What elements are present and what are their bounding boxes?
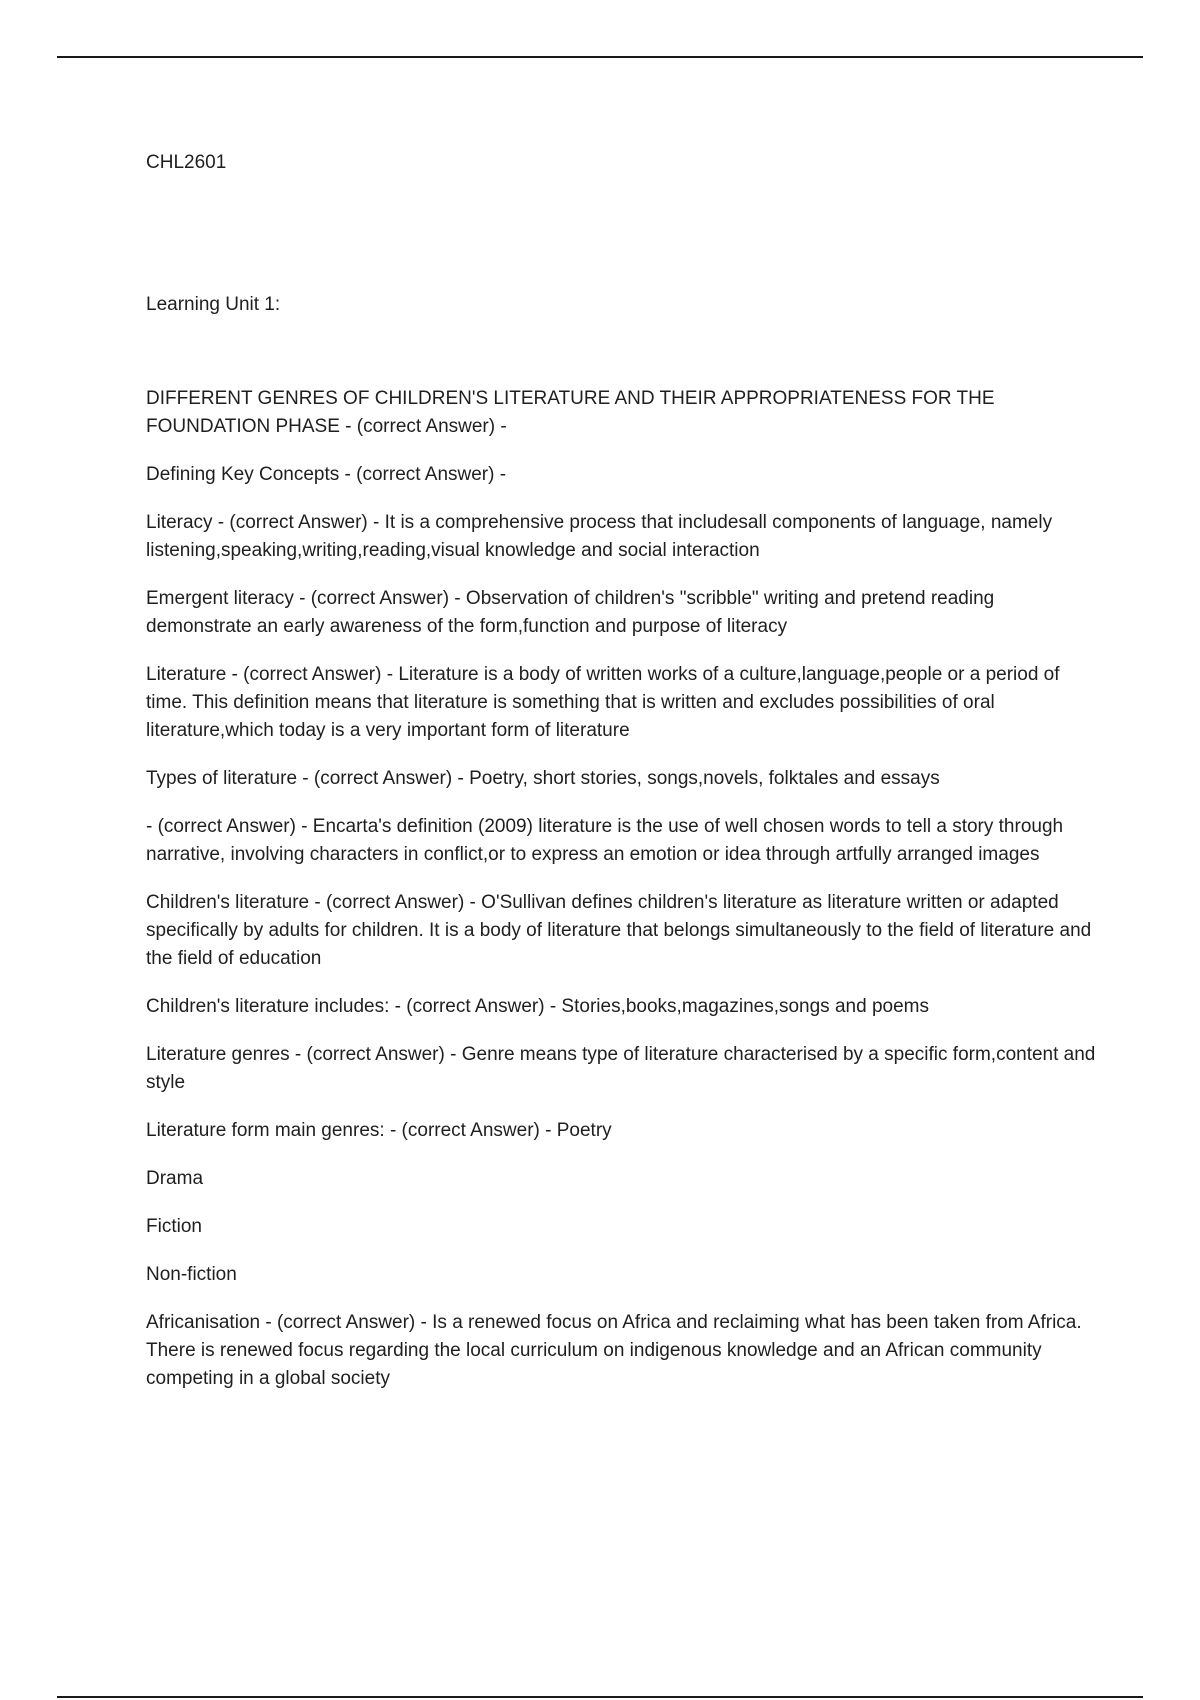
entry-defining-key-concepts: Defining Key Concepts - (correct Answer) -: [146, 464, 507, 485]
unit-heading: Learning Unit 1:: [146, 294, 281, 315]
entry-non-fiction: Non-fiction: [146, 1264, 237, 1285]
entry-literature-genres: Literature genres - (correct Answer) - Genre means type of literature characterised by a specific form,content and style: [146, 1044, 1096, 1093]
entry-list: [146, 385, 1096, 1393]
entry-fiction: Fiction: [146, 1216, 202, 1237]
entry-genres-heading: DIFFERENT GENRES OF CHILDREN'S LITERATURE AND THEIR APPROPRIATENESS FOR THE FOUNDATION PHASE - (correct Answer) -: [146, 388, 995, 437]
entry-drama: Drama: [146, 1168, 204, 1189]
entry-africanisation: Africanisation - (correct Answer) - Is a renewed focus on Africa and reclaiming what has been taken from Africa. There is renewed focus regarding the local curriculum on indigenous knowledge and an African community competing in a global society: [146, 1312, 1082, 1389]
entry-childrens-literature-includes: Children's literature includes: - (correct Answer) - Stories,books,magazines,songs and poems: [146, 996, 929, 1017]
course-code: CHL2601: [146, 152, 227, 173]
top-rule: [57, 56, 1143, 58]
entry-childrens-literature: Children's literature - (correct Answer) - O'Sullivan defines children's literature as literature written or adapted specifically by adults for children. It is a body of literature that belongs simultaneously to the field of literature and the field of education: [146, 892, 1092, 969]
bottom-rule: [57, 1696, 1143, 1698]
entry-types-of-literature: Types of literature - (correct Answer) - Poetry, short stories, songs,novels, folktales and essays: [146, 768, 940, 789]
entry-encarta-definition: - (correct Answer) - Encarta's definition (2009) literature is the use of well chosen words to tell a story through narrative, involving characters in conflict,or to express an emotion or idea through artfully arranged images: [146, 816, 1064, 865]
entry-literacy: Literacy - (correct Answer) - It is a comprehensive process that includesall components of language, namely listening,speaking,writing,reading,visual knowledge and social interaction: [146, 512, 1053, 561]
entry-emergent-literacy: Emergent literacy - (correct Answer) - Observation of children's "scribble" writing and pretend reading demonstrate an early awareness of the form,function and purpose of literacy: [146, 588, 995, 637]
entry-main-genres: Literature form main genres: - (correct Answer) - Poetry: [146, 1120, 612, 1141]
document-body: [146, 149, 1096, 1413]
entry-literature: Literature - (correct Answer) - Literature is a body of written works of a culture,language,people or a period of time. This definition means that literature is something that is written and excludes possibilities of oral literature,which today is a very important form of literature: [146, 664, 1060, 741]
